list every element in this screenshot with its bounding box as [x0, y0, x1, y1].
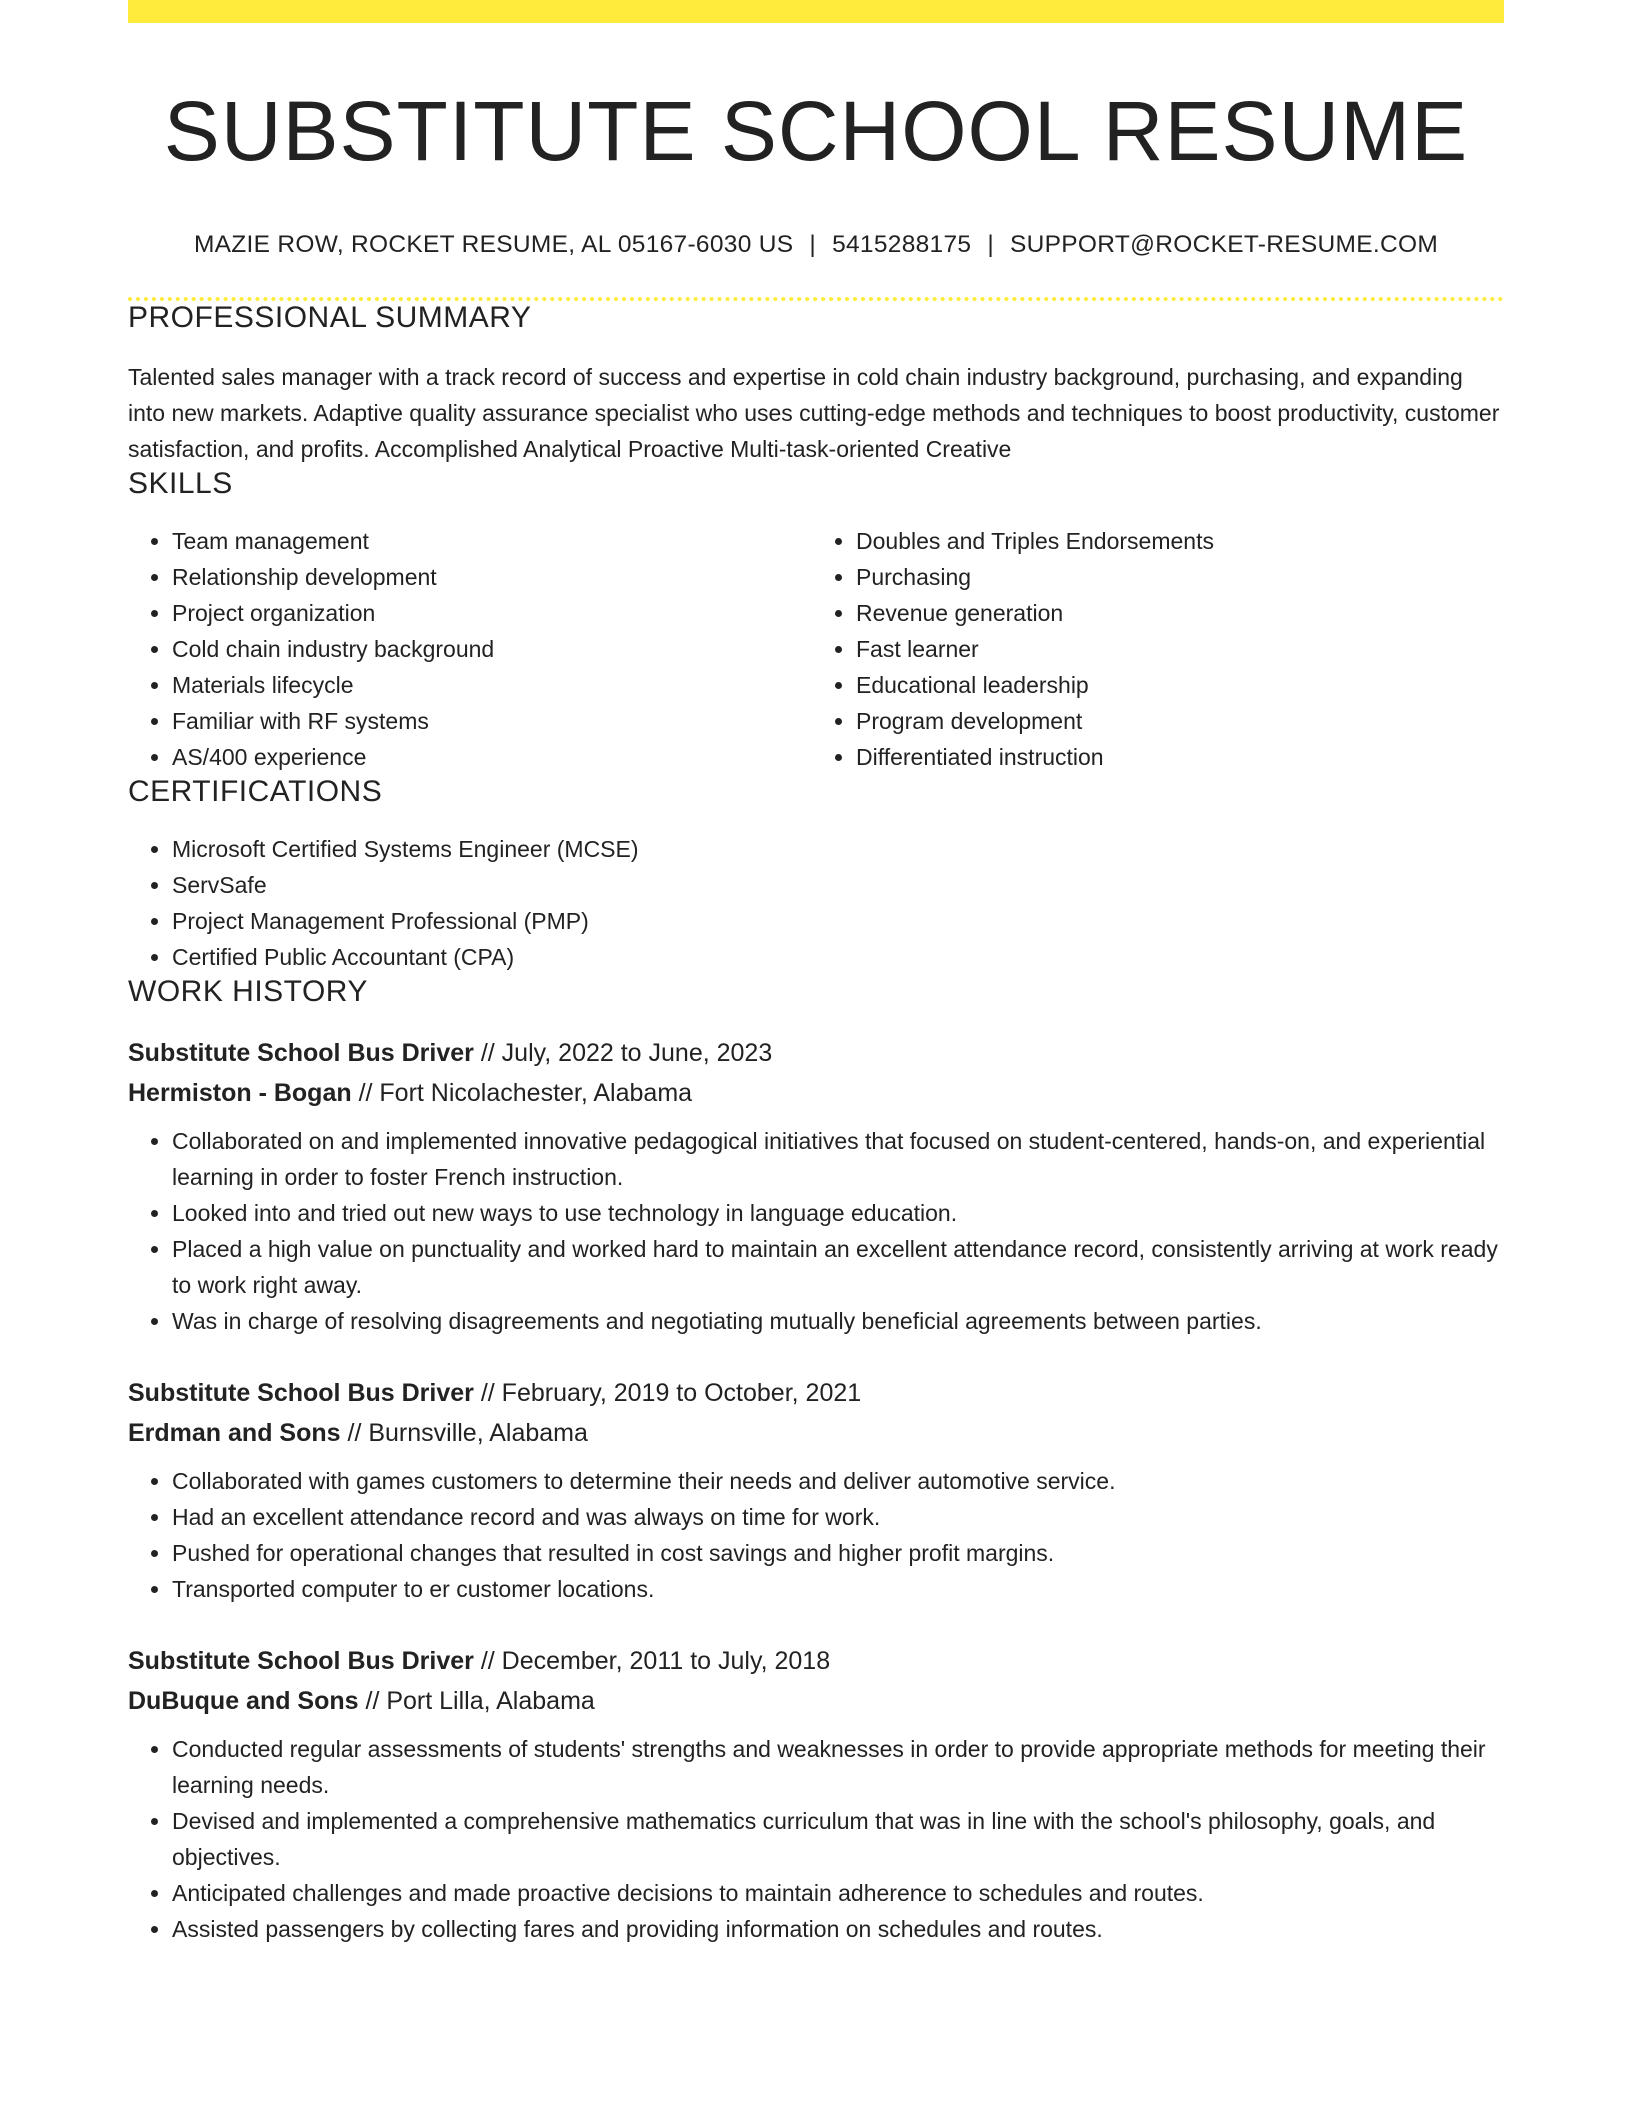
- skill-item: • Educational leadership: [856, 667, 1490, 703]
- skill-item: • Team management: [172, 523, 806, 559]
- job-title: Substitute School Bus Driver: [128, 1379, 474, 1408]
- job-bullets: [128, 1123, 1504, 1339]
- job-bullet: • Had an excellent attendance record and was always on time for work.: [172, 1499, 1504, 1535]
- job-dates: // February, 2019 to October, 2021: [473, 1379, 862, 1408]
- job-company: Erdman and Sons: [128, 1419, 341, 1448]
- job-bullets: [128, 1463, 1504, 1607]
- job-bullet: • Assisted passengers by collecting fares and providing information on schedules and routes.: [172, 1911, 1504, 1947]
- job-title-line: [128, 1033, 1504, 1073]
- job-bullet: • Was in charge of resolving disagreements and negotiating mutually beneficial agreements between parties.: [172, 1303, 1504, 1339]
- job-title-line: [128, 1373, 1504, 1413]
- job-title-line: [128, 1641, 1504, 1681]
- summary-text: Talented sales manager with a track record of success and expertise in cold chain industry background, purchasing, and expanding into new markets. Adaptive quality assurance specialist who uses cutting-edge methods and techniques to boost productivity, customer satisfaction, and profits. Accomplished Analytical Proactive Multi-task-oriented Creative: [128, 364, 1500, 463]
- job-bullet: • Anticipated challenges and made proactive decisions to maintain adherence to schedules and routes.: [172, 1875, 1504, 1911]
- job-dates: // December, 2011 to July, 2018: [473, 1647, 831, 1676]
- certifications-heading: CERTIFICATIONS: [128, 775, 383, 809]
- job-company: DuBuque and Sons: [128, 1687, 359, 1716]
- job-entry: [128, 1641, 1504, 1947]
- contact-phone: 5415288175: [832, 231, 972, 259]
- certifications-list: [128, 831, 1504, 975]
- skills-list-left: [128, 523, 806, 775]
- job-bullet: • Conducted regular assessments of students' strengths and weaknesses in order to provide appropriate methods for meeting their learning needs.: [172, 1731, 1504, 1803]
- resume-page: [128, 0, 1504, 1947]
- skills-list-right: [806, 523, 1490, 775]
- certification-item: • Project Management Professional (PMP): [172, 903, 1504, 939]
- skill-item: • Fast learner: [856, 631, 1490, 667]
- top-accent-bar: [128, 0, 1504, 23]
- job-location: // Burnsville, Alabama: [340, 1419, 588, 1448]
- job-location: // Fort Nicolachester, Alabama: [351, 1079, 693, 1108]
- job-company: Hermiston - Bogan: [128, 1079, 352, 1108]
- resume-title: SUBSTITUTE SCHOOL RESUME: [163, 84, 1469, 178]
- contact-separator: |: [809, 231, 817, 259]
- certification-item: • Microsoft Certified Systems Engineer (MCSE): [172, 831, 1504, 867]
- summary-heading: PROFESSIONAL SUMMARY: [128, 301, 532, 335]
- skill-item: • Purchasing: [856, 559, 1490, 595]
- certification-item: • Certified Public Accountant (CPA): [172, 939, 1504, 975]
- certification-item: • ServSafe: [172, 867, 1504, 903]
- job-bullet: • Transported computer to er customer locations.: [172, 1571, 1504, 1607]
- contact-address: MAZIE ROW, ROCKET RESUME, AL 05167-6030 US: [193, 231, 794, 259]
- job-entry: [128, 1373, 1504, 1607]
- contact-email: SUPPORT@ROCKET-RESUME.COM: [1010, 231, 1439, 259]
- job-company-line: [128, 1073, 1504, 1113]
- job-bullet: • Devised and implemented a comprehensive mathematics curriculum that was in line with the school's philosophy, goals, and objectives.: [172, 1803, 1504, 1875]
- job-bullet: • Pushed for operational changes that resulted in cost savings and higher profit margins.: [172, 1535, 1504, 1571]
- skill-item: • Project organization: [172, 595, 806, 631]
- contact-line: [128, 231, 1504, 259]
- skill-item: • Program development: [856, 703, 1490, 739]
- skill-item: • AS/400 experience: [172, 739, 806, 775]
- skills-heading: SKILLS: [128, 467, 233, 501]
- job-entry: [128, 1033, 1504, 1339]
- skill-item: • Differentiated instruction: [856, 739, 1490, 775]
- job-bullet: • Collaborated with games customers to determine their needs and deliver automotive service.: [172, 1463, 1504, 1499]
- job-title: Substitute School Bus Driver: [128, 1647, 474, 1676]
- job-company-line: [128, 1681, 1504, 1721]
- job-bullet: • Collaborated on and implemented innovative pedagogical initiatives that focused on student-centered, hands-on, and experiential learning in order to foster French instruction.: [172, 1123, 1504, 1195]
- job-location: // Port Lilla, Alabama: [358, 1687, 595, 1716]
- skill-item: • Cold chain industry background: [172, 631, 806, 667]
- job-bullets: [128, 1731, 1504, 1947]
- skill-item: • Relationship development: [172, 559, 806, 595]
- job-title: Substitute School Bus Driver: [128, 1039, 474, 1068]
- job-bullet: • Placed a high value on punctuality and worked hard to maintain an excellent attendance record, consistently arriving at work ready to work right away.: [172, 1231, 1504, 1303]
- skill-item: • Revenue generation: [856, 595, 1490, 631]
- job-company-line: [128, 1413, 1504, 1453]
- work-history-heading: WORK HISTORY: [128, 975, 368, 1009]
- skills-columns: [128, 523, 1504, 775]
- job-bullet: • Looked into and tried out new ways to use technology in language education.: [172, 1195, 1504, 1231]
- job-dates: // July, 2022 to June, 2023: [473, 1039, 773, 1068]
- skill-item: • Doubles and Triples Endorsements: [856, 523, 1490, 559]
- skill-item: • Materials lifecycle: [172, 667, 806, 703]
- contact-separator: |: [987, 231, 994, 259]
- skill-item: • Familiar with RF systems: [172, 703, 806, 739]
